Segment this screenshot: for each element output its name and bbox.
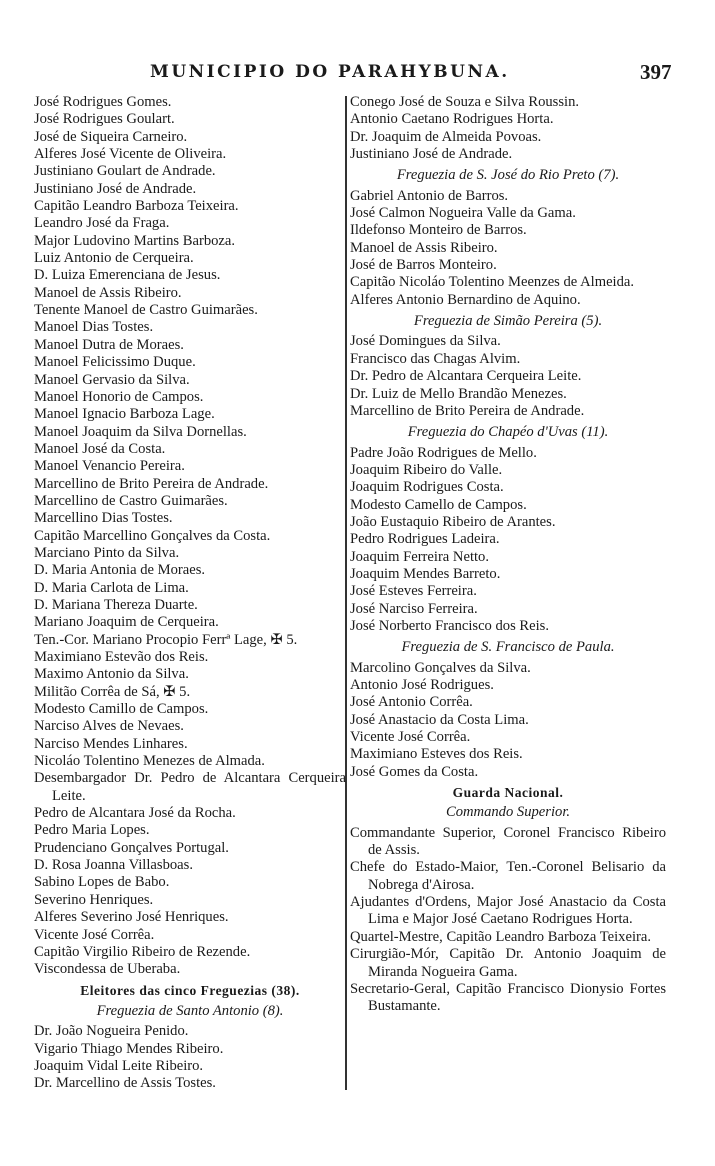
list-item: Marcolino Gonçalves da Silva. [350,659,531,676]
list-item: Desembargador Dr. Pedro de Alcantara Cerqueira Leite. [34,770,346,804]
list-item: Capitão Marcellino Gonçalves da Costa. [34,527,271,544]
name-list [34,94,346,979]
list-item: Ildefonso Monteiro de Barros. [350,222,527,239]
list-item: Joaquim Mendes Barreto. [350,565,501,582]
list-item: Dr. Joaquim de Almeida Povoas. [350,128,542,145]
list-item: José Gomes da Costa. [350,763,479,780]
name-list [350,333,666,420]
list-item: Cirurgião-Mór, Capitão Dr. Antonio Joaquim de Miranda Nogueira Gama. [350,946,666,980]
list-item: Justiniano José de Andrade. [34,180,197,197]
list-item: José Calmon Nogueira Valle da Gama. [350,205,576,222]
list-item: D. Maria Carlota de Lima. [34,579,189,596]
list-item: Prudenciano Gonçalves Portugal. [34,839,229,856]
list-item: Manoel de Assis Ribeiro. [350,239,498,256]
list-item: Marcellino de Brito Pereira de Andrade. [34,475,269,492]
list-item: Manoel Venancio Pereira. [34,458,185,475]
list-item: Commandante Superior, Coronel Francisco Ribeiro de Assis. [350,824,666,859]
list-item: José Narciso Ferreira. [350,600,478,617]
list-item: Marcellino de Brito Pereira de Andrade. [350,402,585,419]
list-item: Maximo Antonio da Silva. [34,666,189,683]
name-list [34,1023,346,1092]
list-item: Joaquim Ferreira Netto. [350,548,490,565]
list-item: Pedro Rodrigues Ladeira. [350,531,500,548]
list-item: Joaquim Ribeiro do Valle. [350,461,503,478]
list-item: Pedro de Alcantara José da Rocha. [34,805,236,822]
electors-heading: Eleitores das cinco Freguezias (38). [80,982,300,998]
section-heading-sao-francisco: Freguezia de S. Francisco de Paula. [401,639,615,656]
list-item: Dr. João Nogueira Penido. [34,1023,189,1040]
list-item: José Domingues da Silva. [350,333,501,350]
list-item: Militão Corrêa de Sá, ✠ 5. [34,683,191,700]
list-item: Mariano Joaquim de Cerqueira. [34,614,219,631]
list-item: Manoel Gervasio da Silva. [34,371,190,388]
list-item: Sabino Lopes de Babo. [34,874,170,891]
list-item: José Rodrigues Gomes. [34,94,172,110]
name-list [350,188,666,309]
list-item: Manoel Dias Tostes. [34,319,154,336]
list-item: Capitão Leandro Barboza Teixeira. [34,198,239,215]
list-item: Manoel de Assis Ribeiro. [34,284,182,301]
list-item: José Esteves Ferreira. [350,583,477,600]
list-item: Secretario-Geral, Capitão Francisco Dionysio Fortes Bustamante. [350,980,666,1015]
list-item: Manoel Joaquim da Silva Dornellas. [34,423,247,440]
list-item: D. Mariana Thereza Duarte. [34,596,198,613]
list-item: Alferes Severino José Henriques. [34,909,229,926]
page-header [0,62,715,86]
list-item: Marcellino Dias Tostes. [34,510,173,527]
list-item: Manoel Felicissimo Duque. [34,354,196,371]
list-item: Manoel Dutra de Moraes. [34,336,184,353]
list-item: Luiz Antonio de Cerqueira. [34,250,194,267]
section-heading-simao-pereira: Freguezia de Simão Pereira (5). [413,313,603,330]
page-number: 397 [640,60,672,84]
list-item: Alferes Antonio Bernardino de Aquino. [350,291,581,308]
list-item: Tenente Manoel de Castro Guimarães. [34,302,258,319]
name-list [350,445,666,636]
list-item: Nicoláo Tolentino Menezes de Almada. [34,753,265,770]
list-item: Severino Henriques. [34,891,154,908]
list-item: Justiniano José de Andrade. [350,146,513,163]
list-item: Modesto Camillo de Campos. [34,701,209,718]
list-item: Ten.-Cor. Mariano Procopio Ferrª Lage, ✠ 5. [34,631,298,648]
list-item: Alferes José Vicente de Oliveira. [34,146,227,163]
list-item: Manoel Honorio de Campos. [34,388,204,405]
list-item: Major Ludovino Martins Barboza. [34,232,236,249]
list-item: José de Barros Monteiro. [350,257,497,274]
list-item: Modesto Camello de Campos. [350,496,527,513]
list-item: Chefe do Estado-Maior, Ten.-Coronel Belisario da Nobrega d'Airosa. [350,859,666,893]
list-item: Joaquim Vidal Leite Ribeiro. [34,1057,204,1074]
running-title: MUNICIPIO DO PARAHYBUNA. [150,62,510,82]
list-item: Dr. Pedro de Alcantara Cerqueira Leite. [350,368,582,385]
list-item: Capitão Nicoláo Tolentino Meenzes de Almeida. [350,274,635,291]
list-item: José de Siqueira Carneiro. [34,128,188,145]
list-item: D. Maria Antonia de Moraes. [34,562,206,579]
guarda-nacional-heading: Guarda Nacional. [452,785,564,801]
list-item: João Eustaquio Ribeiro de Arantes. [350,513,556,530]
list-item: Dr. Marcellino de Assis Tostes. [34,1075,216,1092]
list-item: Joaquim Rodrigues Costa. [350,479,504,496]
list-item: D. Luiza Emerenciana de Jesus. [34,267,221,284]
commando-superior-heading: Commando Superior. [445,804,571,821]
list-item: José Rodrigues Goulart. [34,111,175,128]
list-item: Narciso Mendes Linhares. [34,735,188,752]
list-item: Manoel Ignacio Barboza Lage. [34,406,215,423]
list-item: Leandro José da Fraga. [34,215,170,232]
section-heading-rio-preto: Freguezia de S. José do Rio Preto (7). [396,167,620,184]
list-item: Pedro Maria Lopes. [34,822,150,839]
section-heading-chapeo-uvas: Freguezia do Chapéo d'Uvas (11). [407,424,609,441]
list-item: Maximiano Estevão dos Reis. [34,649,209,665]
list-item: Vigario Thiago Mendes Ribeiro. [34,1040,224,1057]
list-item: Vicente José Corrêa. [34,926,155,943]
list-item: Capitão Virgilio Ribeiro de Rezende. [34,943,251,960]
list-item: Quartel-Mestre, Capitão Leandro Barboza Teixeira. [350,928,651,945]
list-item: Antonio Caetano Rodrigues Horta. [350,111,554,128]
list-item: Antonio José Rodrigues. [350,677,494,693]
list-item: Gabriel Antonio de Barros. [350,187,509,204]
list-item: Narciso Alves de Nevaes. [34,718,184,735]
right-column [350,94,666,1016]
list-item: D. Rosa Joanna Villasboas. [34,857,193,874]
list-item: Viscondessa de Uberaba. [34,961,181,978]
list-item: Justiniano Goulart de Andrade. [34,163,216,180]
list-item: Dr. Luiz de Mello Brandão Menezes. [350,385,567,402]
list-item: José Anastacio da Costa Lima. [350,711,529,728]
name-list [350,660,666,781]
name-list [350,94,666,163]
list-item: José Norberto Francisco dos Reis. [350,617,550,634]
list-item: Marcellino de Castro Guimarães. [34,492,228,509]
section-heading-santo-antonio: Freguezia de Santo Antonio (8). [96,1002,284,1019]
list-item: Padre João Rodrigues de Mello. [350,444,537,461]
list-item: Vicente José Corrêa. [350,729,471,746]
list-item: Ajudantes d'Ordens, Major José Anastacio da Costa Lima e Major José Caetano Rodrigues Horta. [350,894,666,928]
list-item: José Antonio Corrêa. [350,694,473,711]
list-item: Manoel José da Costa. [34,440,166,457]
entry-list [350,825,666,1016]
left-column [34,94,346,1093]
list-item: Maximiano Esteves dos Reis. [350,746,523,763]
list-item: Francisco das Chagas Alvim. [350,350,521,367]
list-item: Conego José de Souza e Silva Roussin. [350,94,580,110]
list-item: Marciano Pinto da Silva. [34,544,180,561]
